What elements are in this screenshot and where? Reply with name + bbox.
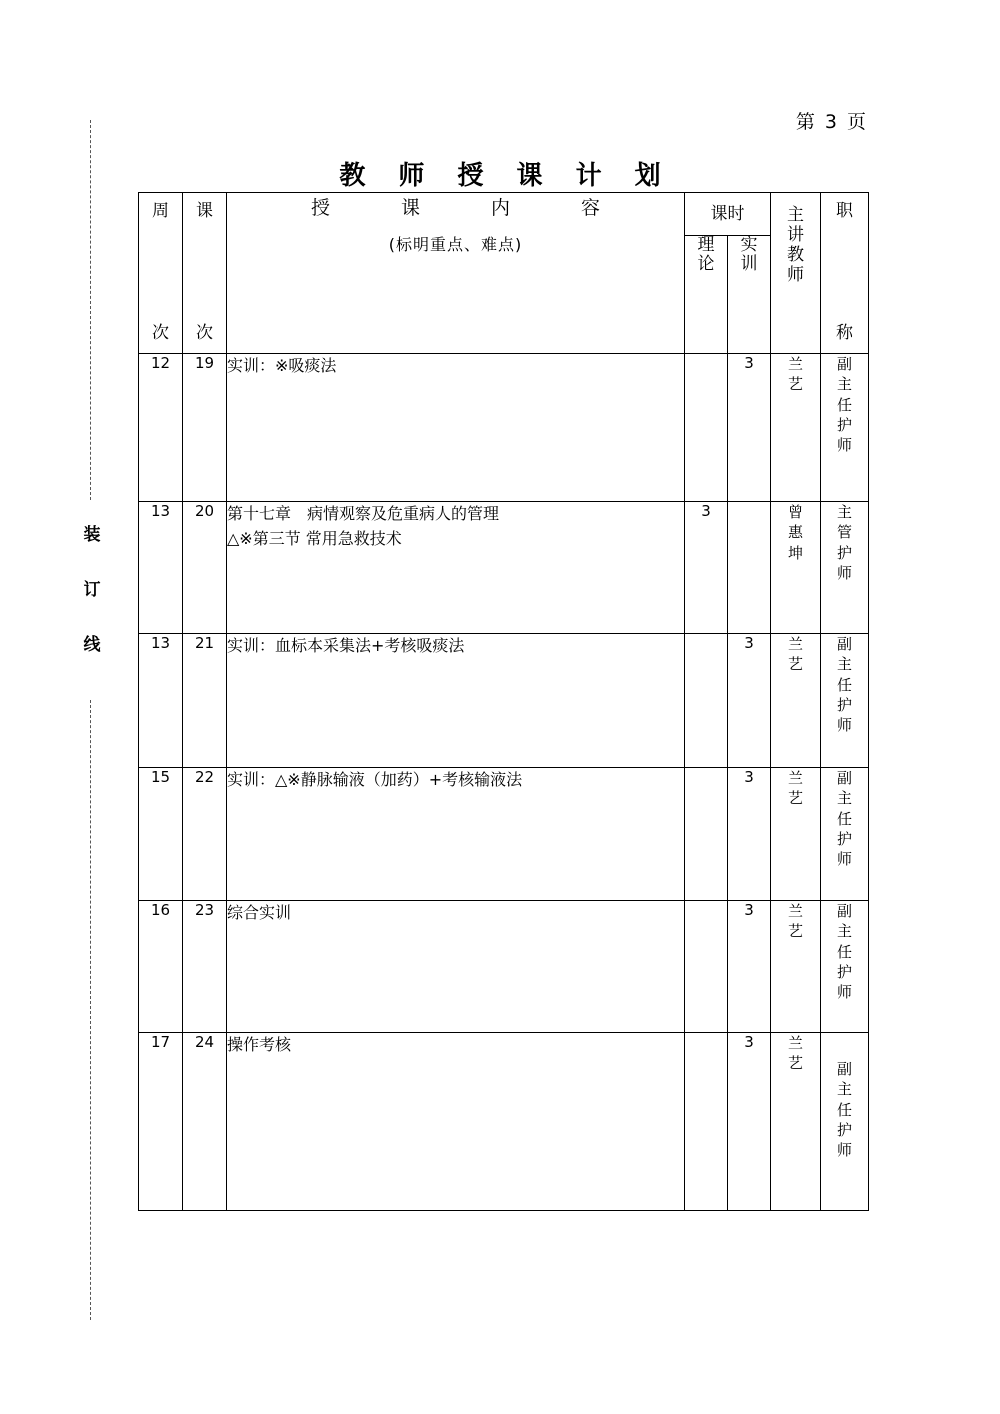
table-row	[139, 901, 869, 1033]
header-theory-char-1: 理	[697, 235, 715, 255]
content-line: 实训：血标本采集法+考核吸痰法	[227, 636, 465, 655]
cell-content	[227, 768, 685, 901]
cell-content	[227, 901, 685, 1033]
table-row	[139, 634, 869, 768]
rank-char: 护	[836, 415, 852, 434]
header-hours-group: 课时	[685, 193, 771, 236]
content-line: △※第三节 常用急救技术	[227, 528, 402, 548]
rank-char: 副	[836, 355, 852, 373]
cell-week: 13	[139, 502, 183, 634]
rank-char: 任	[836, 809, 852, 828]
header-week	[139, 193, 183, 354]
binding-char-1: 装	[83, 525, 101, 545]
header-rank	[821, 193, 869, 354]
cell-lesson: 24	[183, 1033, 227, 1211]
cell-rank	[821, 634, 869, 768]
header-lesson-char-1: 课	[196, 201, 213, 221]
cell-teacher	[771, 354, 821, 502]
cell-practice-hours: 3	[728, 768, 771, 901]
cell-rank	[821, 1033, 869, 1211]
cell-rank	[821, 768, 869, 901]
teacher-char: 曾	[787, 503, 803, 521]
cell-lesson: 22	[183, 768, 227, 901]
binding-char-2: 订	[83, 580, 101, 600]
cell-theory-hours	[685, 634, 728, 768]
table-row	[139, 502, 869, 634]
cell-theory-hours	[685, 1033, 728, 1211]
content-line: 操作考核	[227, 1035, 292, 1054]
teacher-char: 艺	[787, 655, 803, 674]
rank-char: 师	[836, 436, 852, 454]
cell-teacher	[771, 502, 821, 634]
cell-lesson: 23	[183, 901, 227, 1033]
teacher-char: 兰	[787, 635, 803, 653]
header-practice-char-1: 实	[740, 235, 758, 255]
cell-theory-hours: 3	[685, 502, 728, 634]
cell-practice-hours: 3	[728, 634, 771, 768]
cell-week: 15	[139, 768, 183, 901]
teaching-plan-table	[138, 192, 869, 1211]
cell-practice-hours: 3	[728, 901, 771, 1033]
teacher-char: 艺	[787, 922, 803, 941]
cell-content	[227, 354, 685, 502]
content-line: 综合实训	[227, 903, 292, 922]
binding-dash-bottom	[90, 700, 91, 1320]
teacher-char: 兰	[787, 769, 803, 787]
rank-char: 护	[836, 695, 852, 714]
cell-week: 13	[139, 634, 183, 768]
table-header-row	[139, 193, 869, 236]
header-teacher-char-3: 教	[787, 244, 804, 265]
cell-teacher	[771, 901, 821, 1033]
cell-theory-hours	[685, 768, 728, 901]
cell-teacher	[771, 768, 821, 901]
header-teacher-char-2: 讲	[787, 224, 804, 245]
cell-practice-hours: 3	[728, 354, 771, 502]
cell-lesson: 20	[183, 502, 227, 634]
rank-char: 师	[836, 716, 852, 734]
rank-char: 护	[836, 962, 852, 981]
header-content-line1: 授 课 内 容	[310, 197, 626, 219]
rank-char: 副	[836, 635, 852, 653]
header-week-char-2: 次	[152, 323, 169, 344]
rank-char: 副	[836, 769, 852, 787]
cell-teacher	[771, 1033, 821, 1211]
cell-practice-hours: 3	[728, 1033, 771, 1211]
rank-char: 护	[836, 829, 852, 848]
header-practice-char-2: 训	[740, 253, 758, 274]
rank-char: 主	[836, 655, 852, 674]
header-lesson-char-2: 次	[196, 323, 213, 344]
teacher-char: 坤	[787, 543, 803, 562]
rank-char: 主	[836, 1080, 852, 1099]
cell-lesson: 21	[183, 634, 227, 768]
cell-lesson: 19	[183, 354, 227, 502]
cell-theory-hours	[685, 354, 728, 502]
header-hours-theory	[685, 236, 728, 354]
header-hours-practice	[728, 236, 771, 354]
rank-char: 主	[836, 503, 852, 521]
cell-theory-hours	[685, 901, 728, 1033]
rank-char: 任	[836, 942, 852, 961]
teacher-char: 兰	[787, 355, 803, 373]
header-rank-char-2: 称	[836, 323, 853, 344]
table-row	[139, 1033, 869, 1211]
rank-char: 主	[836, 375, 852, 394]
cell-week: 16	[139, 901, 183, 1033]
header-content-line2: (标明重点、难点)	[388, 235, 523, 254]
content-line: 实训：△※静脉输液（加药）+考核输液法	[227, 770, 523, 789]
teacher-char: 兰	[787, 1034, 803, 1052]
rank-char: 师	[836, 983, 852, 1001]
header-rank-char-1: 职	[836, 201, 853, 221]
rank-char: 师	[836, 850, 852, 868]
binding-char-3: 线	[83, 635, 101, 655]
cell-rank	[821, 901, 869, 1033]
cell-rank	[821, 354, 869, 502]
content-line: 实训：※吸痰法	[227, 356, 337, 375]
cell-week: 12	[139, 354, 183, 502]
cell-teacher	[771, 634, 821, 768]
cell-week: 17	[139, 1033, 183, 1211]
header-teacher-char-4: 师	[787, 264, 804, 285]
header-content	[227, 193, 685, 354]
rank-char: 任	[836, 1100, 852, 1119]
cell-content	[227, 634, 685, 768]
rank-char: 主	[836, 922, 852, 941]
header-teacher	[771, 193, 821, 354]
table-row	[139, 354, 869, 502]
rank-char: 任	[836, 395, 852, 414]
header-theory-char-2: 论	[697, 253, 715, 274]
teacher-char: 艺	[787, 1054, 803, 1073]
header-week-char-1: 周	[152, 201, 169, 221]
header-lesson	[183, 193, 227, 354]
table-row	[139, 768, 869, 901]
cell-rank	[821, 502, 869, 634]
cell-content	[227, 1033, 685, 1211]
rank-char: 护	[836, 1120, 852, 1139]
rank-char: 管	[836, 523, 852, 542]
teacher-char: 艺	[787, 375, 803, 394]
rank-char: 护	[836, 543, 852, 562]
teacher-char: 兰	[787, 902, 803, 920]
binding-line	[72, 120, 112, 1320]
rank-char: 师	[836, 563, 852, 582]
page-number: 第 3 页	[795, 111, 868, 133]
teacher-char: 艺	[787, 789, 803, 808]
content-line: 第十七章 病情观察及危重病人的管理	[227, 504, 500, 523]
rank-char: 师	[836, 1141, 852, 1159]
rank-char: 副	[836, 1060, 852, 1078]
binding-dash-top	[90, 120, 91, 500]
page-title: 教 师 授 课 计 划	[339, 161, 673, 191]
cell-content	[227, 502, 685, 634]
rank-char: 副	[836, 902, 852, 920]
header-teacher-char-1: 主	[787, 205, 804, 225]
rank-char: 主	[836, 789, 852, 808]
cell-practice-hours	[728, 502, 771, 634]
rank-char: 任	[836, 675, 852, 694]
teacher-char: 惠	[787, 523, 803, 542]
